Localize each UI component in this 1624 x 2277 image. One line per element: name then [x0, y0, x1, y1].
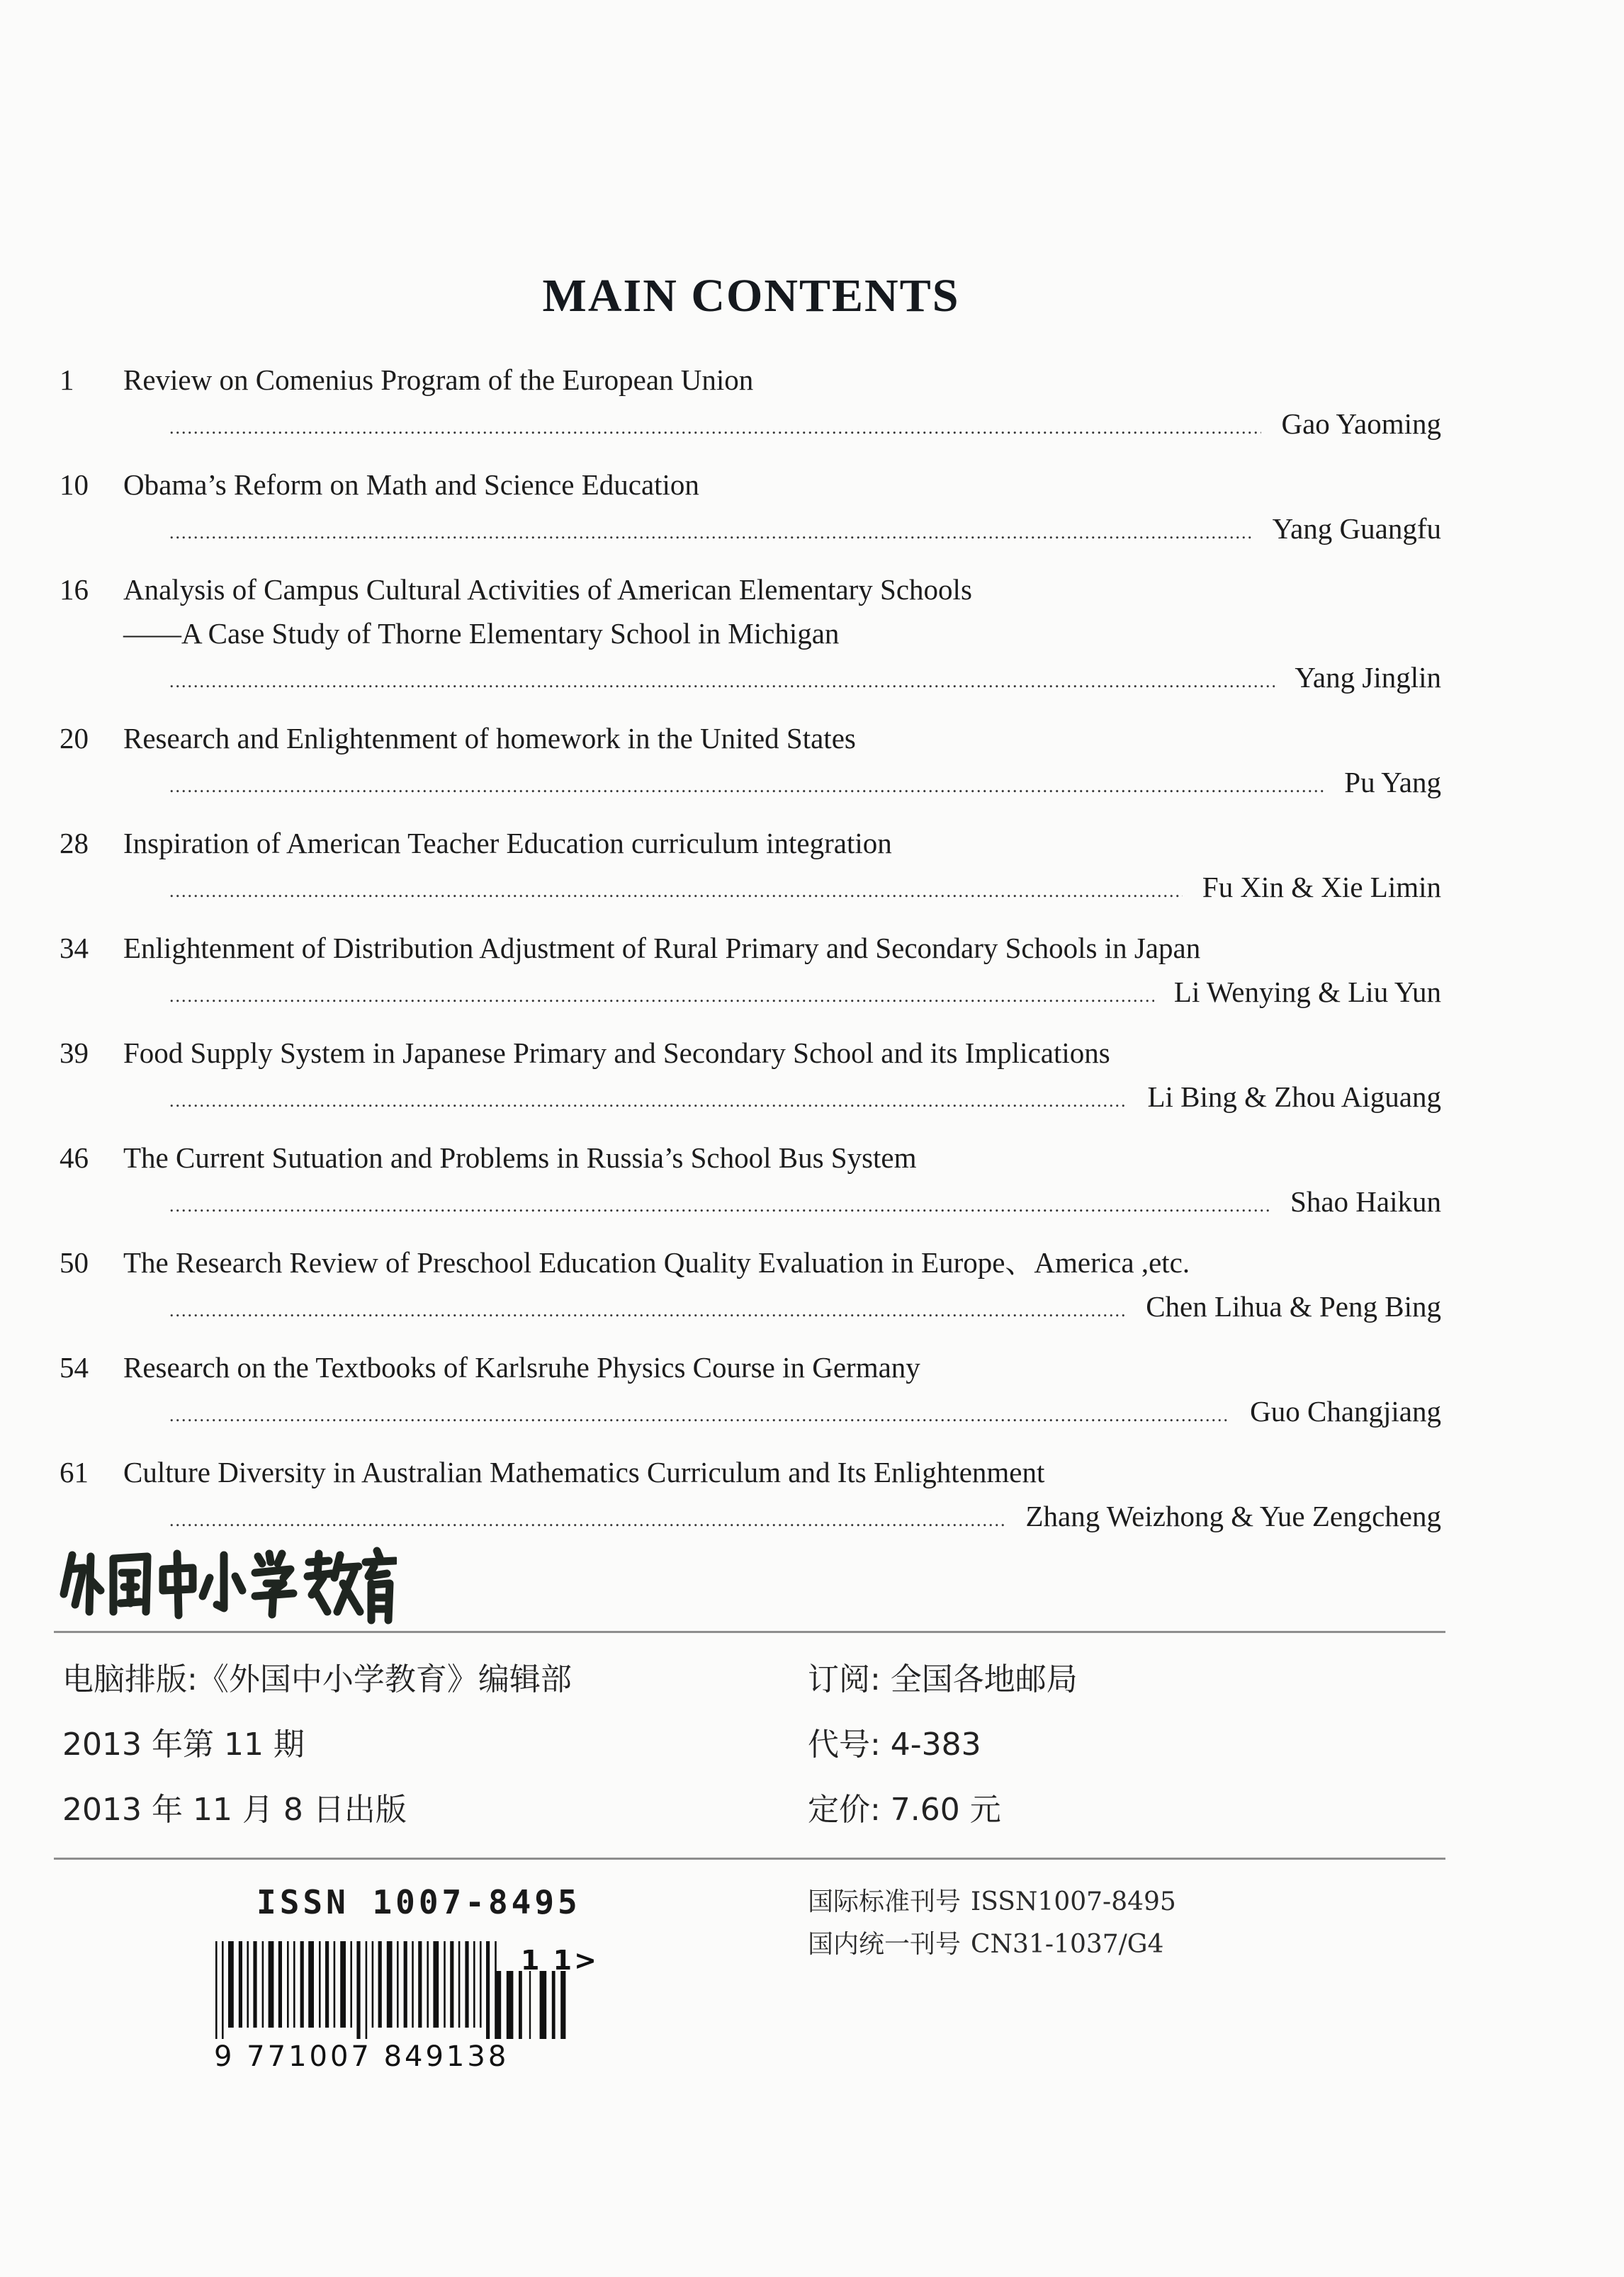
toc-entry-page: 34	[60, 932, 89, 964]
barcode-bar	[287, 1941, 289, 2028]
barcode-addon-bar	[529, 1971, 531, 2039]
toc-entry-title-line	[60, 1031, 1441, 1075]
toc-entry-page: 16	[60, 573, 89, 606]
colophon-right	[808, 1647, 1078, 1843]
toc-entry-author: Pu Yang	[1344, 766, 1441, 798]
publish-date-line: 2013 年 11 月 8 日出版	[62, 1792, 407, 1828]
barcode-bar	[239, 1941, 242, 2028]
barcode-bar	[412, 1941, 414, 2028]
toc-entry-author-line	[60, 1180, 1441, 1228]
toc-entry-author: Fu Xin & Xie Limin	[1202, 871, 1441, 903]
toc-entry-title: Obama’s Reform on Math and Science Education	[123, 468, 699, 501]
toc-entry	[60, 821, 1441, 913]
page-title: MAIN CONTENTS	[542, 270, 960, 322]
dot-leader	[169, 764, 1324, 808]
issue-line: 2013 年第 11 期	[62, 1727, 305, 1763]
dot-leader	[169, 869, 1183, 913]
toc-entry-page: 50	[60, 1246, 89, 1279]
barcode-addon-bar	[496, 1971, 501, 2039]
dot-leader	[169, 511, 1253, 555]
barcode-bar	[228, 1941, 234, 2028]
typesetting-line: 电脑排版:《外国中小学教育》编辑部	[62, 1661, 572, 1697]
barcode-bar	[215, 1941, 218, 2039]
toc-entry-title: Research on the Textbooks of Karlsruhe Physics Course in Germany	[123, 1351, 920, 1384]
postal-code-line: 代号: 4-383	[808, 1727, 981, 1763]
barcode-bar	[433, 1941, 439, 2028]
toc-entry-author: Zhang Weizhong & Yue Zengcheng	[1025, 1500, 1441, 1532]
barcode-bar	[444, 1941, 446, 2028]
toc-entry-title-line	[60, 926, 1441, 970]
barcode-bar	[418, 1941, 422, 2028]
toc-entry-title: Enlightenment of Distribution Adjustment of Rural Primary and Secondary Schools in Japan	[123, 932, 1201, 964]
toc-entry-author-line	[60, 1494, 1441, 1542]
barcode-addon-bar	[552, 1971, 556, 2039]
barcode-bar	[378, 1941, 382, 2028]
dot-leader	[169, 1394, 1230, 1437]
barcode-addon-bar	[560, 1971, 565, 2039]
barcode-addon-bar	[507, 1971, 514, 2039]
toc-entry-title: Research and Enlightenment of homework in the United States	[123, 722, 856, 755]
toc-entry	[60, 358, 1441, 450]
dot-leader	[169, 1184, 1270, 1228]
toc-entry-title: Analysis of Campus Cultural Activities of American Elementary Schools	[123, 573, 972, 606]
toc-entry-author-line	[60, 760, 1441, 808]
barcode-bar	[473, 1941, 475, 2028]
toc-entry-author-line	[60, 865, 1441, 913]
toc-entry	[60, 1241, 1441, 1333]
barcode-digits: 9 771007 849138	[214, 2040, 509, 2073]
toc-entry	[60, 567, 1441, 704]
toc-entry-title-line	[60, 1241, 1441, 1284]
toc-entry-author: Li Wenying & Liu Yun	[1173, 976, 1441, 1008]
registration-row-cn	[808, 1923, 1176, 1966]
toc-entry	[60, 716, 1441, 808]
toc-entry-subtitle: ——A Case Study of Thorne Elementary School in Michigan	[123, 617, 840, 650]
barcode-bar	[247, 1941, 249, 2028]
barcode-bar	[372, 1941, 374, 2028]
registration-row-issn	[808, 1881, 1176, 1923]
barcode-bar	[262, 1941, 264, 2028]
toc-entry-page: 46	[60, 1141, 89, 1174]
toc-entry-author-line	[60, 1075, 1441, 1123]
barcode-bar	[293, 1941, 295, 2028]
dot-leader	[169, 660, 1275, 704]
toc-entry	[60, 1450, 1441, 1542]
toc-entry-page: 28	[60, 827, 89, 859]
registration-label: 国内统一刊号	[808, 1930, 962, 1959]
toc-entry-author: Gao Yaoming	[1281, 407, 1441, 440]
price-line: 定价: 7.60 元	[808, 1792, 1001, 1828]
toc-entry-title-line	[60, 567, 1441, 611]
barcode-bar	[450, 1941, 453, 2028]
toc-entry	[60, 1136, 1441, 1228]
barcode-bar	[366, 1941, 368, 2039]
dot-leader	[169, 1289, 1126, 1333]
journal-logo	[57, 1541, 397, 1626]
toc-entry-page: 54	[60, 1351, 89, 1384]
barcode-bar	[300, 1941, 304, 2028]
dot-leader	[169, 406, 1261, 450]
divider-bottom	[54, 1858, 1445, 1860]
toc-entry-title-line	[60, 1450, 1441, 1494]
toc-entry-title-line	[60, 358, 1441, 402]
toc-entry-page: 10	[60, 468, 89, 501]
barcode-addon-label: 1 1>	[521, 1945, 599, 1976]
divider-top	[54, 1631, 1445, 1633]
toc-entry-title-line	[60, 463, 1441, 507]
barcode-bar	[340, 1941, 346, 2028]
toc-entry-title-line	[60, 1345, 1441, 1389]
toc-entry-title: Inspiration of American Teacher Education curriculum integration	[123, 827, 892, 859]
subscription-line: 订阅: 全国各地邮局	[808, 1661, 1078, 1697]
toc-entry-author: Chen Lihua & Peng Bing	[1146, 1290, 1441, 1323]
barcode-bar	[222, 1941, 224, 2039]
toc-entry-author-line	[60, 970, 1441, 1018]
toc-entry-page: 1	[60, 363, 74, 396]
toc-entry-title: Food Supply System in Japanese Primary and Secondary School and its Implications	[123, 1036, 1110, 1069]
toc-entry-author: Guo Changjiang	[1250, 1395, 1441, 1428]
toc-entry-author: Shao Haikun	[1290, 1185, 1441, 1218]
barcode-bar	[269, 1941, 274, 2028]
toc-entry-page: 39	[60, 1036, 89, 1069]
barcode-bar	[458, 1941, 461, 2028]
barcode-issn-label: ISSN 1007-8495	[256, 1883, 581, 1921]
registration-label: 国际标准刊号	[808, 1887, 962, 1916]
barcode-bar	[350, 1941, 352, 2028]
toc-entry-author: Yang Jinglin	[1295, 661, 1441, 694]
barcode-bar	[404, 1941, 407, 2028]
toc-entry-author: Yang Guangfu	[1272, 512, 1441, 545]
barcode-bar	[427, 1941, 429, 2028]
registration-numbers	[808, 1881, 1176, 1966]
registration-code: CN31-1037/G4	[971, 1930, 1164, 1959]
toc-entry-title: Review on Comenius Program of the European Union	[123, 363, 754, 396]
table-of-contents	[60, 358, 1441, 1555]
barcode-bar	[308, 1941, 314, 2028]
barcode-bar	[356, 1941, 360, 2039]
barcode-bar	[325, 1941, 329, 2028]
toc-entry	[60, 1031, 1441, 1123]
toc-entry	[60, 1345, 1441, 1437]
toc-entry-page: 61	[60, 1456, 89, 1488]
toc-entry	[60, 463, 1441, 555]
toc-entry	[60, 926, 1441, 1018]
toc-entry-title-line	[60, 1136, 1441, 1180]
toc-entry-author-line	[60, 655, 1441, 704]
barcode-bar	[319, 1941, 321, 2028]
toc-entry-title-line	[60, 716, 1441, 760]
toc-entry-title: The Research Review of Preschool Education Quality Evaluation in Europe、America ,etc.	[123, 1246, 1190, 1279]
barcode-bar	[486, 1941, 490, 2039]
barcode-addon-bar	[519, 1971, 522, 2039]
dot-leader	[169, 974, 1154, 1018]
toc-entry-page: 20	[60, 722, 89, 755]
barcode-bar	[278, 1941, 282, 2028]
toc-entry-title-line	[60, 821, 1441, 865]
barcode-bar	[253, 1941, 256, 2028]
dot-leader	[169, 1079, 1127, 1123]
barcode-bar	[334, 1941, 336, 2028]
barcode-bar	[397, 1941, 399, 2028]
toc-entry-author-line	[60, 402, 1441, 450]
toc-entry-author: Li Bing & Zhou Aiguang	[1147, 1080, 1441, 1113]
dot-leader	[169, 1498, 1006, 1542]
barcode-bar	[480, 1941, 482, 2028]
toc-entry-author-line	[60, 507, 1441, 555]
toc-entry-author-line	[60, 1389, 1441, 1437]
toc-entry-title: Culture Diversity in Australian Mathematics Curriculum and Its Enlightenment	[123, 1456, 1045, 1488]
barcode-addon-bar	[540, 1971, 547, 2039]
toc-entry-title: The Current Sutuation and Problems in Russia’s School Bus System	[123, 1141, 917, 1174]
barcode-bar	[465, 1941, 468, 2028]
registration-code: ISSN1007-8495	[971, 1887, 1176, 1916]
toc-entry-author-line	[60, 1284, 1441, 1333]
barcode-bar	[387, 1941, 393, 2028]
colophon-left	[62, 1647, 572, 1843]
